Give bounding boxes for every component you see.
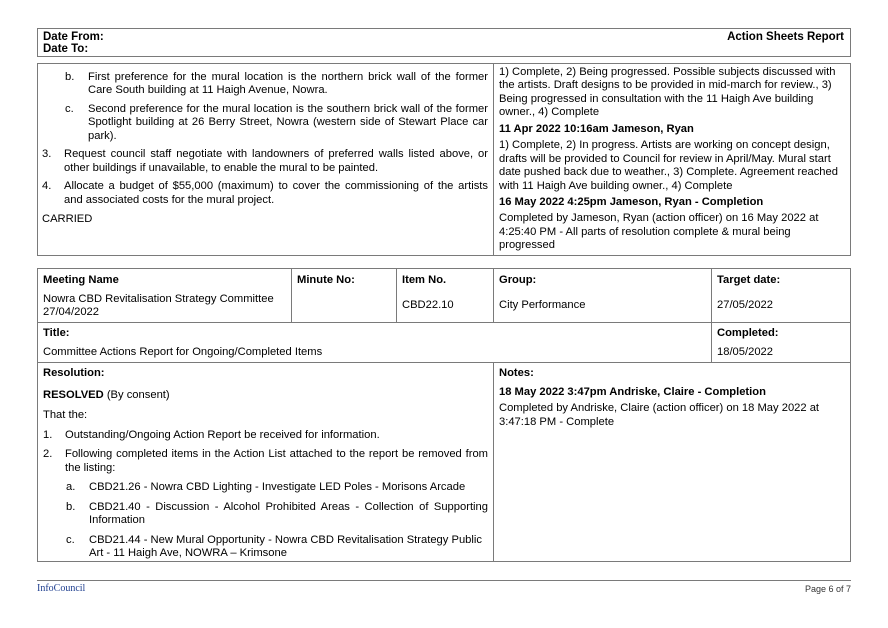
- date-from-label: Date From:: [43, 31, 104, 43]
- list-item: b. CBD21.40 - Discussion - Alcohol Prohibited Areas - Collection of Supporting Information: [66, 500, 488, 527]
- completed-label: Completed:: [717, 327, 779, 339]
- notes-text: [499, 386, 845, 429]
- target-date-label: Target date:: [717, 274, 781, 286]
- resolution-text: [43, 389, 488, 560]
- list-item: c. Second preference for the mural location is the southern brick wall of the former Spotlight building at 26 Berry Street, Nowra (western side of Stewart Place car park).: [65, 102, 488, 142]
- previous-notes-text: [499, 66, 845, 253]
- that-line: That the:: [43, 409, 88, 422]
- list-item: 1. Outstanding/Ongoing Action Report be received for information.: [43, 428, 380, 441]
- column-divider: [493, 64, 494, 255]
- report-header: [37, 28, 851, 57]
- resolved-line: RESOLVED (By consent): [43, 389, 170, 401]
- note-heading: 11 Apr 2022 10:16am Jameson, Ryan: [499, 122, 694, 135]
- meeting-name-label: Meeting Name: [43, 274, 119, 286]
- list-item: 3. Request council staff negotiate with landowners of preferred walls listed above, or other buildings if unavailable, to enable the mural to be painted.: [42, 148, 488, 174]
- report-title: Action Sheets Report: [727, 31, 844, 43]
- meeting-name-value: Nowra CBD Revitalisation Strategy Committee 27/04/2022: [43, 293, 274, 319]
- note-text: Completed by Andriske, Claire (action officer) on 18 May 2022 at 3:47:18 PM - Complete: [499, 402, 820, 428]
- date-to-label: Date To:: [43, 43, 89, 55]
- item-no-label: Item No.: [402, 274, 447, 286]
- footer-brand: InfoCouncil: [37, 583, 86, 594]
- note-text: Completed by Jameson, Ryan (action officer) on 16 May 2022 at 4:25:40 PM - All parts of resolution complete & mural being progressed: [499, 212, 819, 252]
- page-number: Page 6 of 7: [804, 584, 851, 594]
- previous-record-continuation: [37, 63, 851, 256]
- note-text: 1) Complete, 2) In progress. Artists are working on concept design, drafts will be provided to Council for review in April/May. Mural start date pushed back due to weather., 3) Complete. Agreement reached with 11 Haigh Ave building owner., 4) Complete: [499, 139, 838, 192]
- footer-divider: [37, 580, 851, 581]
- list-item: c. CBD21.44 - New Mural Opportunity - Nowra CBD Revitalisation Strategy Public Art - 11 Haigh Ave, NOWRA – Krimsone: [66, 533, 482, 559]
- resolution-label: Resolution:: [43, 367, 105, 379]
- note-heading: 18 May 2022 3:47pm Andriske, Claire - Completion: [499, 386, 766, 398]
- carried-label: CARRIED: [42, 212, 93, 225]
- group-value: City Performance: [499, 299, 586, 311]
- note-heading: 16 May 2022 4:25pm Jameson, Ryan - Completion: [499, 195, 764, 208]
- notes-label: Notes:: [499, 367, 534, 379]
- list-item: a. CBD21.26 - Nowra CBD Lighting - Investigate LED Poles - Morisons Arcade: [66, 481, 466, 494]
- completed-value: 18/05/2022: [717, 346, 773, 358]
- note-text: 1) Complete, 2) Being progressed. Possible subjects discussed with the artists. Draft designs to be provided in mid-march for review., 3) Being progressed in consultation with the 11 Haigh Ave building owner., 4) Complete: [499, 66, 836, 119]
- minute-no-label: Minute No:: [297, 274, 355, 286]
- action-record-table: [37, 268, 851, 562]
- list-item: 4. Allocate a budget of $55,000 (maximum) to cover the commissioning of the artists and associated costs for the mural project.: [42, 180, 488, 206]
- item-no-value: CBD22.10: [402, 299, 454, 311]
- title-value: Committee Actions Report for Ongoing/Completed Items: [43, 346, 323, 358]
- group-label: Group:: [499, 274, 537, 286]
- list-item: b. First preference for the mural location is the northern brick wall of the former Care South building at 11 Haigh Avenue, Nowra.: [65, 71, 488, 97]
- list-item: 2. Following completed items in the Action List attached to the report be removed from the listing:: [43, 448, 488, 474]
- title-label: Title:: [43, 327, 70, 339]
- target-date-value: 27/05/2022: [717, 299, 773, 311]
- previous-resolution-text: [42, 71, 488, 226]
